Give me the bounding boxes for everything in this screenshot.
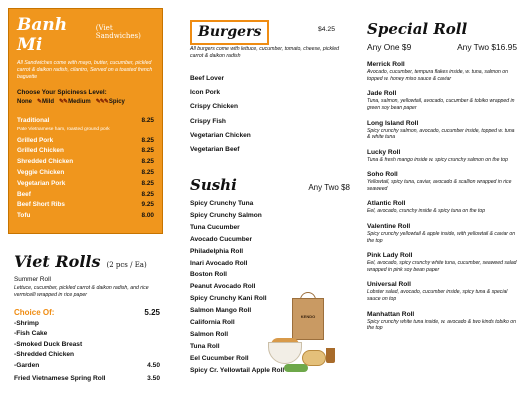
sushi-header: [190, 176, 350, 194]
banh-mi-header: [17, 15, 154, 55]
banh-mi-item: [17, 157, 154, 168]
banh-mi-item: [17, 211, 154, 222]
item-name: Vegetarian Pork: [17, 179, 66, 187]
burgers-price: $4.25: [317, 26, 335, 33]
wrap: [302, 350, 326, 366]
pepper-icon: ✎✎✎: [95, 99, 108, 106]
sushi-title: Sushi: [190, 176, 237, 194]
special-roll-item: [367, 280, 519, 303]
sushi-item: Tuna Roll: [190, 342, 220, 350]
spice-level-row: [17, 98, 154, 105]
special-roll-description: Yellowtail, spicy tuna, caviar, avocado & scallion wrapped in rice seaweed: [367, 179, 512, 192]
special-roll-description: Tuna, salmon, yellowtail, avocado, cucumber & tobiko wrapped in green soy bean paper: [367, 98, 515, 112]
special-roll-description: Spicy crunchy yellowtail & apple inside, with yellowtail & caviar on the top: [367, 230, 516, 244]
item-price: 8.25: [141, 179, 154, 187]
banh-mi-list: [17, 116, 154, 222]
item-name: Traditional: [17, 117, 50, 125]
choice-item: [14, 329, 160, 339]
item-name: Grilled Chicken: [17, 147, 64, 155]
burger-item: Vegetarian Beef: [190, 146, 240, 154]
banh-mi-subtitle: (Viet Sandwiches): [95, 24, 141, 40]
banh-mi-item: [17, 179, 154, 190]
special-roll-name: Pink Lady Roll: [367, 252, 413, 259]
burgers-title: Burgers: [198, 24, 262, 40]
viet-rolls-header: [14, 252, 147, 271]
item-price: 8.00: [141, 212, 154, 220]
burger-item: Crispy Fish: [190, 117, 226, 125]
banh-mi-item: [17, 200, 154, 211]
spice-spicy: ✎✎✎ Spicy: [95, 98, 125, 106]
burgers-header: [190, 20, 335, 45]
banh-mi-items: [17, 136, 154, 222]
special-roll-name: Lucky Roll: [367, 148, 401, 156]
choice-item: [14, 361, 160, 371]
item-price: 4.50: [147, 361, 160, 369]
pepper-icon: ✎✎: [59, 99, 68, 106]
viet-rolls-title: Viet Rolls: [14, 252, 101, 271]
item-price: 8.25: [141, 158, 154, 166]
choice-item: [14, 350, 160, 360]
burger-item: Beef Lover: [190, 75, 225, 82]
spice-medium: ✎✎ Medium: [59, 98, 91, 106]
fried-spring-roll: [14, 375, 160, 382]
sushi-item: Spicy Crunchy Kani Roll: [190, 295, 267, 303]
special-roll-description: Eel, avocado, crunchy inside & spicy tuna on the top: [367, 208, 486, 215]
special-roll-description: Eel, avocado, spicy crunchy white tuna, cucumber, seaweed salad wrapped in pink soy bean paper: [367, 260, 517, 273]
special-roll-name: Long Island Roll: [367, 119, 419, 127]
banh-mi-item: [17, 136, 154, 147]
sushi-item: Philadelphia Roll: [190, 247, 244, 255]
sushi-item: Salmon Roll: [190, 330, 229, 338]
sushi-item: California Roll: [190, 319, 235, 327]
special-roll-name: Universal Roll: [367, 281, 411, 289]
price-any-one: Any One $9: [367, 42, 412, 52]
traditional-note: Pate Vietnamese ham, roasted ground pork: [17, 126, 110, 132]
takeout-bag: [292, 298, 324, 340]
bag-logo: KENDO: [300, 314, 316, 319]
burger-item: Crispy Chicken: [190, 103, 239, 111]
sushi-item: Spicy Crunchy Tuna: [190, 200, 254, 207]
summer-roll: [14, 276, 164, 299]
special-roll-name: Merrick Roll: [367, 61, 405, 68]
choice-of-price: 5.25: [144, 308, 160, 317]
spice-mild: ✎ Mild: [37, 98, 55, 106]
price-any-two: Any Two $16.95: [457, 42, 517, 52]
special-roll-list: [367, 60, 519, 339]
item-name: Beef: [17, 190, 31, 198]
special-roll-name: Manhattan Roll: [367, 310, 415, 318]
pepper-icon: ✎: [37, 99, 42, 106]
item-price: 8.25: [141, 147, 154, 155]
spiciness-label: Choose Your Spiciness Level:: [17, 89, 107, 97]
item-name: -Garden: [14, 361, 40, 369]
item-price: 8.25: [141, 117, 154, 125]
special-roll-item: [367, 170, 519, 193]
special-roll-name: Atlantic Roll: [367, 200, 406, 208]
burgers-title-box: [190, 20, 269, 45]
item-name: Veggie Chicken: [17, 168, 65, 176]
item-name: -Shrimp: [14, 320, 39, 327]
bowl: [268, 342, 302, 364]
takeout-food-image: [262, 292, 342, 384]
special-roll-description: Spicy crunchy salmon, avocado, cucumber inside, topped w. tuna & white tuna: [367, 127, 515, 141]
banh-mi-item: [17, 190, 154, 201]
item-price: 8.25: [141, 136, 154, 144]
item-name: -Fish Cake: [14, 330, 48, 338]
special-roll-name: Valentine Roll: [367, 222, 411, 230]
banh-mi-item: [17, 146, 154, 157]
item-name: Tofu: [17, 212, 31, 220]
special-roll-item: [367, 199, 519, 215]
banh-mi-title: Banh Mi: [17, 15, 68, 55]
special-roll-description: Lobster salad, avocado, cucumber inside, spicy tuna & special sauce on top: [367, 289, 508, 303]
banh-mi-item: [17, 168, 154, 179]
sushi-item: Salmon Mango Roll: [190, 307, 252, 315]
choice-item: [14, 319, 160, 329]
choice-item: [14, 340, 160, 350]
sushi-item: Spicy Cr. Yellowtail Apple Roll: [190, 366, 285, 374]
item-price: 8.25: [141, 168, 154, 176]
special-roll-item: [367, 310, 519, 333]
choice-list: [14, 319, 160, 371]
sushi-price: Any Two $8: [308, 183, 350, 192]
cup: [326, 348, 335, 363]
special-roll-name: Soho Roll: [367, 171, 398, 179]
item-name: Beef Short Ribs: [17, 201, 65, 209]
special-roll-description: Tuna & fresh mango inside w. spicy crunchy salmon on the top: [367, 156, 508, 163]
greens: [284, 364, 308, 372]
sushi-item: Tuna Cucumber: [190, 223, 240, 231]
special-roll-name: Jade Roll: [367, 90, 397, 98]
special-roll-item: [367, 148, 519, 164]
burger-item: Vegetarian Chicken: [190, 131, 251, 139]
banh-mi-description: All Sandwiches come with mayo, butter, cucumber, pickled carrot & daikon radish, cilantro, Served on a toasted french baguette: [17, 60, 153, 81]
sushi-item: Spicy Crunchy Salmon: [190, 211, 262, 219]
sushi-item: Inari Avocado Roll: [190, 259, 248, 267]
special-roll-title: Special Roll: [367, 20, 468, 38]
burger-item: Icon Pork: [190, 89, 221, 97]
special-roll-item: [367, 89, 519, 112]
item-name: -Shredded Chicken: [14, 351, 75, 359]
burgers-list: [190, 72, 251, 157]
sushi-item: Avocado Cucumber: [190, 235, 253, 243]
sushi-item: Eel Cucumber Roll: [190, 354, 249, 362]
banh-mi-item-traditional: [17, 116, 154, 127]
burgers-description: All burgers come with lettuce, cucumber, tomato, cheese, pickled carrot & daikon radish: [190, 46, 340, 60]
item-name: Grilled Pork: [17, 136, 54, 144]
special-roll-description: Avocado, cucumber, tempura flakes inside, w. tuna, salmon on topped w. honey miso sauce & caviar: [367, 69, 508, 82]
special-roll-item: [367, 60, 519, 83]
choice-of-label: Choice Of:: [14, 308, 55, 317]
choice-of-header: [14, 308, 160, 317]
item-price: 9.25: [141, 201, 154, 209]
item-name: Fried Vietnamese Spring Roll: [14, 375, 106, 382]
banh-mi-panel: [8, 8, 163, 234]
item-price: 8.25: [141, 190, 154, 198]
viet-rolls-subtitle: (2 pcs / Ea): [106, 261, 147, 269]
summer-roll-description: Lettuce, cucumber, pickled carrot & daikon radish, and rice vermicelli wrapped in rice paper: [14, 285, 149, 299]
item-name: Shredded Chicken: [17, 158, 74, 166]
special-roll-item: [367, 251, 519, 274]
sushi-item: Boston Roll: [190, 271, 227, 279]
item-price: 3.50: [147, 375, 160, 382]
special-roll-item: [367, 222, 519, 245]
spice-none: None: [17, 98, 32, 105]
item-name: -Smoked Duck Breast: [14, 340, 83, 348]
special-roll-description: Spicy crunchy white tuna inside, w. avocado & two kinds tobiko on the top: [367, 318, 516, 332]
summer-roll-name: Summer Roll: [14, 276, 51, 283]
special-roll-item: [367, 119, 519, 142]
sushi-item: Peanut Avocado Roll: [190, 283, 256, 291]
special-roll-prices: [367, 42, 517, 52]
